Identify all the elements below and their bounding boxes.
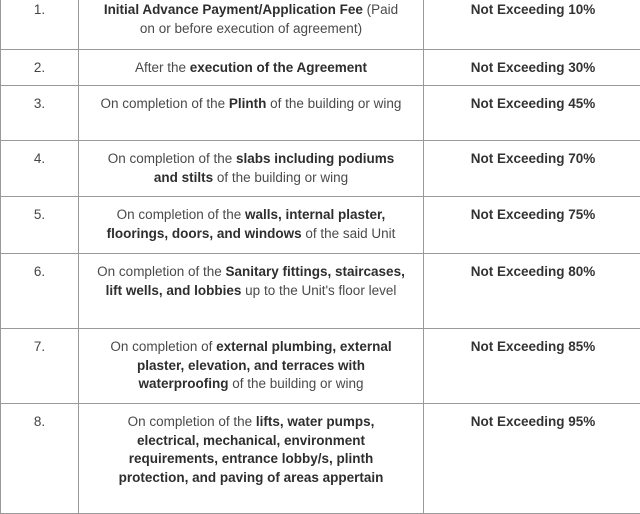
row-description [79,50,424,86]
row-amount: Not Exceeding 95% [424,404,640,514]
row-number: 1. [1,0,79,50]
row-number: 2. [1,50,79,86]
table-row [1,197,640,254]
table-row [1,86,640,141]
table-row [1,404,640,514]
row-description [79,254,424,329]
row-number: 6. [1,254,79,329]
row-number: 5. [1,197,79,254]
table-row [1,329,640,404]
description-text: On completion of the [128,414,256,429]
description-text: On completion of the [108,151,236,166]
description-text: (Paid on or before execution of agreement) [140,2,398,36]
row-amount: Not Exceeding 75% [424,197,640,254]
description-text: On completion of the [101,96,229,111]
row-description [79,329,424,404]
description-text: up to the Unit's floor level [241,283,396,298]
row-amount: Not Exceeding 70% [424,141,640,197]
table-row [1,254,640,329]
row-amount: Not Exceeding 10% [424,0,640,50]
description-text: On completion of the [97,264,225,279]
description-text: of the building or wing [266,96,401,111]
table-row [1,50,640,86]
row-number: 3. [1,86,79,141]
description-bold-text: slabs including podiums and stilts [154,151,394,185]
row-description [79,404,424,514]
description-text: After the [135,60,190,75]
row-number: 7. [1,329,79,404]
description-bold-text: Plinth [229,96,267,111]
row-amount: Not Exceeding 45% [424,86,640,141]
description-text: On completion of the [117,207,245,222]
table-row [1,141,640,197]
row-amount: Not Exceeding 80% [424,254,640,329]
row-description [79,141,424,197]
description-text: On completion of [110,339,216,354]
description-text: of the building or wing [213,170,348,185]
description-text: of the said Unit [302,226,396,241]
row-number: 4. [1,141,79,197]
description-bold-text: walls, internal plaster, floorings, doors, and windows [107,207,386,241]
row-amount: Not Exceeding 85% [424,329,640,404]
description-text: of the building or wing [228,376,363,391]
description-bold-text: execution of the Agreement [190,60,367,75]
description-bold-text: external plumbing, external plaster, elevation, and terraces with waterproofing [137,339,392,391]
table-row [1,0,640,50]
row-description [79,197,424,254]
description-bold-text: lifts, water pumps, electrical, mechanical, environment requirements, entrance lobby/s, plinth protection, and paving of areas appertain [119,414,384,485]
row-description [79,0,424,50]
row-description [79,86,424,141]
row-amount: Not Exceeding 30% [424,50,640,86]
description-bold-text: Initial Advance Payment/Application Fee [104,2,363,17]
row-number: 8. [1,404,79,514]
description-bold-text: Sanitary fittings, staircases, lift wells, and lobbies [106,264,405,298]
